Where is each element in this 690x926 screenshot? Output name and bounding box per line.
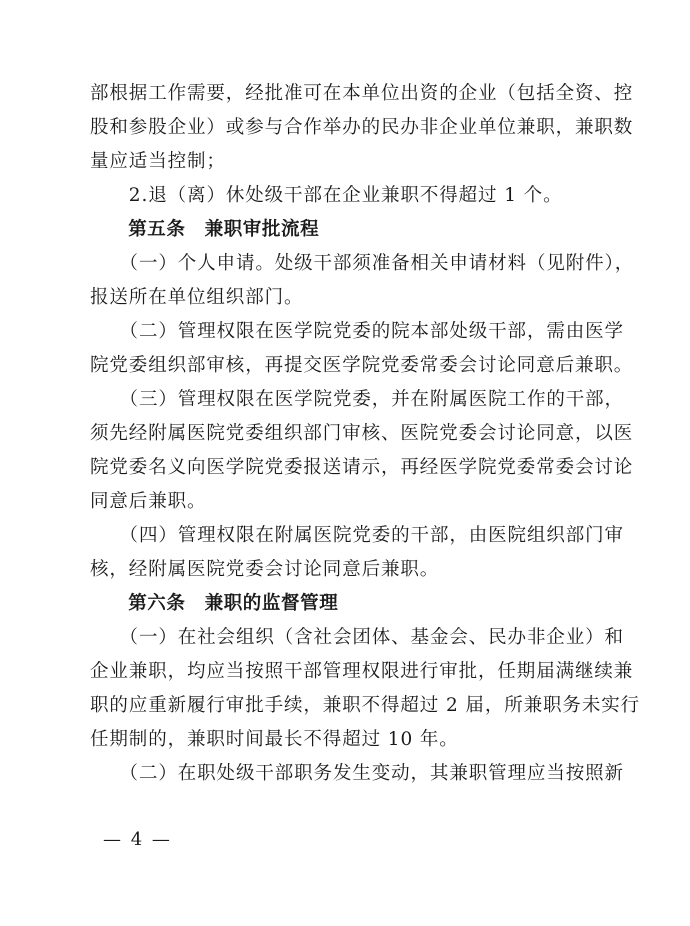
section-heading: 第五条 兼职审批流程 [90, 219, 320, 240]
section-heading: 第六条 兼职的监督管理 [90, 593, 339, 614]
text-line: （四）管理权限在附属医院党委的干部，由医院组织部门审 [90, 525, 624, 546]
text-line: （一）在社会组织（含社会团体、基金会、民办非企业）和 [90, 627, 624, 648]
page-number: — 4 — [103, 829, 172, 850]
text-line: 任期制的，兼职时间最长不得超过 10 年。 [90, 729, 459, 750]
text-line: 量应适当控制； [90, 151, 226, 172]
text-line: 须先经附属医院党委组织部门审核、医院党委会讨论同意，以医 [90, 423, 634, 444]
text-line: 院党委组织部审核，再提交医学院党委常委会讨论同意后兼职。 [90, 355, 634, 376]
text-line: 股和参股企业）或参与合作举办的民办非企业单位兼职，兼职数 [90, 117, 634, 138]
text-line: 核，经附属医院党委会讨论同意后兼职。 [90, 559, 440, 580]
text-line: 职的应重新履行审批手续，兼职不得超过 2 届，所兼职务未实行 [90, 695, 641, 716]
text-line: 报送所在单位组织部门。 [90, 287, 304, 308]
text-line: 同意后兼职。 [90, 491, 207, 512]
text-line: （二）在职处级干部职务发生变动，其兼职管理应当按照新 [90, 763, 624, 784]
text-line: （一）个人申请。处级干部须准备相关申请材料（见附件）， [90, 253, 635, 274]
text-line: 企业兼职，均应当按照干部管理权限进行审批，任期届满继续兼 [90, 661, 634, 682]
text-line: （三）管理权限在医学院党委，并在附属医院工作的干部， [90, 389, 624, 410]
text-line: 院党委名义向医学院党委报送请示，再经医学院党委常委会讨论 [90, 457, 634, 478]
text-line: 部根据工作需要，经批准可在本单位出资的企业（包括全资、控 [90, 83, 634, 104]
text-line: （二）管理权限在医学院党委的院本部处级干部，需由医学 [90, 321, 624, 342]
text-line: 2.退（离）休处级干部在企业兼职不得超过 1 个。 [90, 185, 563, 206]
